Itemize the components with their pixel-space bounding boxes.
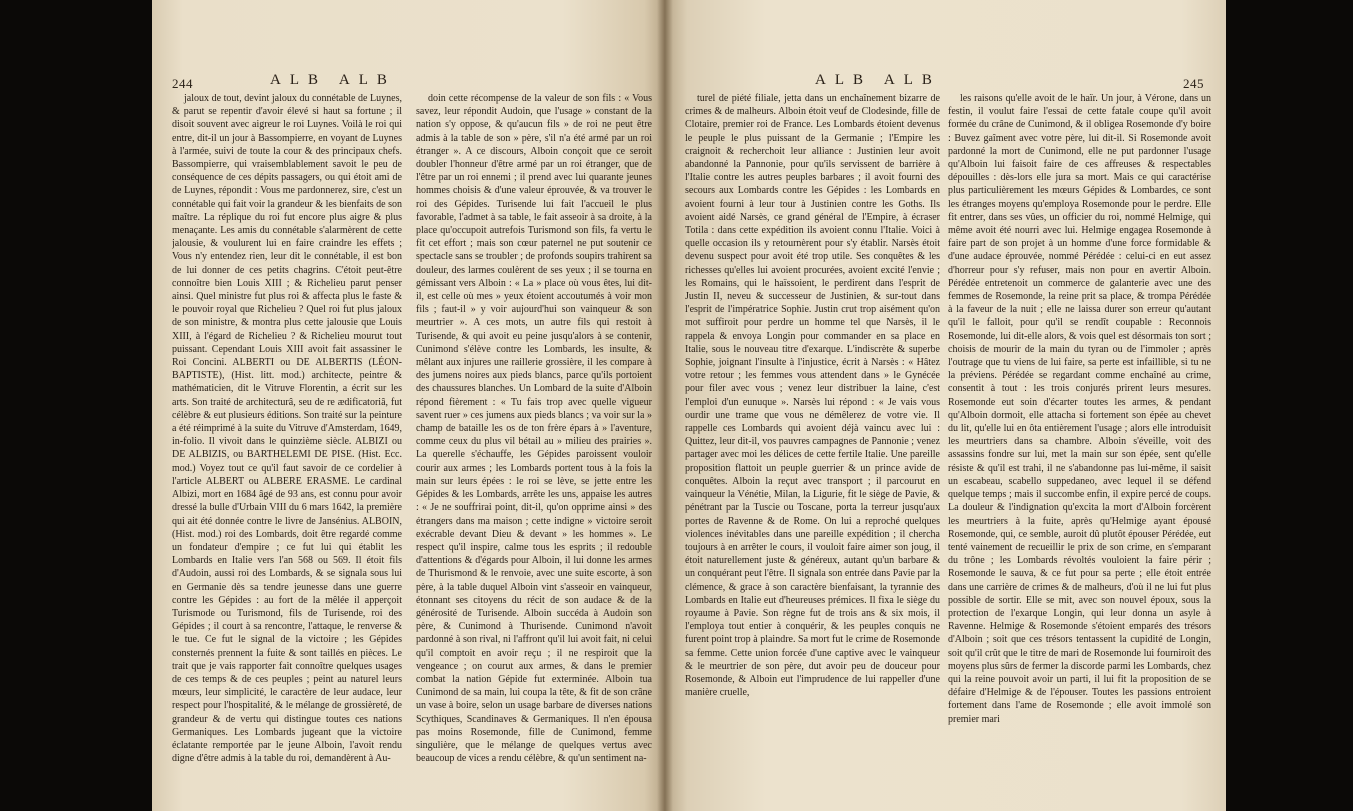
left-column-1-text: jaloux de tout, devint jaloux du connétable de Luynes, & parut se repentir d'avoir élevé si haut sa fortune ; il disoit souvent avec aigreur le roi Luynes. Voilà le roi qui entre, dit-il un jour à Bassompierre, en voyant de Luynes à l'armée, suivi de toute la cour & des principaux chefs. Bassompierre, qui vraisemblablement savoit le peu de conséquence de ces dépits passagers, ou qui étoit ami de de Luynes, répondit : Vous me pardonnerez, sire, c'est un connétable qui fait voir la grandeur & les bienfaits de son maître. La réplique du roi fut encore plus aigre & plus menaçante. Les amis du connétable s'alarmèrent de cette jalousie, & voulurent lui en faire craindre les effets ; Vous n'y entendez rien, leur dit le connétable, il est bon de lui donner de ces petits chagrins. C'étoit peut-être connoître bien Louis XIII ; & Richelieu parut penser ainsi. Quel ministre fut plus roi & affecta plus le faste & le pouvoir royal que Richelieu ? Quel roi fut plus jaloux de son ministre, & montra plus cette jalousie que Louis XIII, à l'égard de Richelieu ? & Richelieu mourut tout puissant. Cependant Louis XIII avoit fait assassiner le Roi Concini. ALBERTI ou DE ALBERTIS (LÉON-BAPTISTE), (Hist. litt. mod.) architecte, peintre & mathématicien, dit le Vitruve Florentin, a écrit sur les arts. Son traité de architecturâ, seu de re ædificatoriâ, fut célèbre & eut plusieurs éditions. Son traité sur la peinture a été réimprimé à la suite du Vitruve d'Amsterdam, 1649, in-folio. Il vivoit dans le quinzième siècle. ALBIZI ou DE ALBIZIS, ou BARTHELEMI DE PISE. (Hist. Ecc. mod.) Voyez tout ce qu'il faut savoir de ce cordelier à l'article ALBERT ou ALBERE ERASME. Le cardinal Albizi, mort en 1684 âgé de 93 ans, est connu pour avoir dressé la bulle d'Urbain VIII du 6 mars 1642, la première qui ait été donnée contre le livre de Jansénius. ALBOIN, (Hist. mod.) roi des Lombards, doit être regardé comme un fondateur d'empire ; ce fut lui qui établit les Lombards en Italie vers l'an 568 ou 569. Il étoit fils d'Audoin, aussi roi des Lombards, & se signala sous lui en Germanie dès sa tendre jeunesse dans une guerre contre les Gépides : au fort de la mêlée il apperçoit Turismode ou Turismond, fils de Turisende, roi des Gépides ; il court à sa rencontre, l'attaque, le renverse & le tue. Ce fut le signal de la victoire ; les Gépides consternés prennent la fuite & sont taillés en pièces. Le trait que je vais rapporter fait connoître quelques usages de ces temps & de ces peuples ; peint au naturel leurs mœurs, leur simplicité, le caractère de leur audace, leur respect pour l'hospitalité, & le mélange de grossièreté, de grandeur & de vertu qui distingue toutes ces nations Germaniques. Les Lombards jugeant que la victoire éclatante remportée par le jeune Alboin, l'avoit rendu digne d'être admis à la table du roi, demandèrent à Au- bbox=[172, 93, 402, 765]
page-number-right: 245 bbox=[1183, 76, 1204, 91]
book-gutter bbox=[657, 0, 673, 811]
left-column-1 bbox=[172, 92, 402, 782]
running-head-left: ALB ALB bbox=[270, 72, 396, 88]
right-column-2 bbox=[948, 92, 1211, 782]
running-head-right: ALB ALB bbox=[815, 72, 941, 88]
left-page bbox=[152, 0, 665, 811]
right-column-1-text: turel de piété filiale, jetta dans un enchaînement bizarre de crimes & de malheurs. Alboin étoit veuf de Clodesinde, fille de Clotaire, premier roi de France. Les Lombards étoient devenus le peuple le plus puissant de la Germanie ; l'Empire les craignoit & recherchoit leur alliance : Justinien leur avoit abandonné la Pannonie, pour qu'ils servissent de barrière à l'Italie contre les autres peuples barbares ; il avoit fourni des secours aux Lombards contre les Gépides : les Lombards en avoient fourni à leur tour à Justinien contre les Goths. Ils avoient aidé Narsès, ce grand général de l'Empire, à écraser Totila : dans cette expédition ils avoient connu l'Italie. Voici à quelle occasion ils y retournèrent pour s'y établir. Narsès étoit devenu suspect pour avoit été trop utile. Ses conquêtes & les richesses qu'elles lui avoient procurées, avoient excité l'envie ; les Romains, qui le haïssoient, le perdirent dans l'esprit de Justin II, neveu & successeur de Justinien, & sur-tout dans l'esprit de l'impératrice Sophie. Justin crut trop aisément qu'on mot suffiroit pour perdre un homme tel que Narsès, il le rappela & envoya Longin pour commander en sa place en Italie, sous le nouveau titre d'exarque. L'indiscrète & superbe Sophie, joignant l'insulte à l'injustice, écrit à Narsès : « Hâtez votre retour ; les femmes vous attendent dans » le Gynécée pour filer avec vous ; venez leur distribuer la laine, c'est l'emploi d'un eunuque ». Narsès lui répond : « Je vais vous ourdir une trame que vous ne démêlerez de votre vie. Il rappelle ces Lombards qui avoient déjà vaincu avec lui : Quittez, leur dit-il, vos pauvres campagnes de Pannonie ; venez partager avec moi les délices de cette fertile Italie. Une pareille proposition flattoit un peuple guerrier & un prince avide de conquêtes. Alboin la reçut avec transport ; il parcourut en vainqueur la Vénétie, Milan, la Ligurie, fit le siège de Pavie, & pénétrant par la Tuscie ou Toscane, porta la terreur jusqu'aux portes de Ravenne & de Rome. On lui a reproché quelques violences inévitables dans une pareille expédition ; il chercha toujours à en arrêter le cours, il vouloit faire aimer son joug, il étoit naturellement juste & généreux, autant qu'un barbare & un conquérant peut l'être. Il signala son entrée dans Pavie par la clémence, & grace à son caractère bienfaisant, la tyrannie des Lombards en Italie eut d'heureuses prémices. Il fixa le siège du royaume à Pavie. Son règne fut de trois ans & six mois, il l'employa tout entier à conquérir, & les peuples conquis ne furent point trop à plaindre. Sa mort fut le crime de Rosemonde sa femme. Cette union forcée d'une captive avec le vainqueur & le meurtrier de son père, dut avoir peu de douceur pour Rosemonde, & Alboin eut l'imprudence de lui rappeller d'une manière cruelle, bbox=[685, 93, 940, 699]
left-column-2-text: doin cette récompense de la valeur de son fils : « Vous savez, leur répondit Audoin, que l'usage » constant de la nation s'y oppose, & qu'aucun fils » de roi ne peut être admis à la table de son » père, s'il n'a été armé par un roi étranger ». A ce discours, Alboin conçoit que ce seroit doubler l'honneur d'être armé par un roi étranger, que de l'être par un roi ennemi ; il prend avec lui quarante jeunes hommes choisis & d'une valeur éprouvée, & va trouver le roi des Gépides. Turisende lui fait l'accueil le plus favorable, l'admet à sa table, le fait asseoir à sa droite, à la place qu'occupoit autrefois Turismond son fils, fa vertu le fit cet effort ; mais son cœur paternel ne put soutenir ce spectacle sans se troubler ; de profonds soupirs trahirent sa douleur, des larmes coulèrent de ses yeux ; il se tourna en gémissant vers Alboin : « La » place où vous êtes, lui dit-il, est celle où mes » yeux étoient accoutumés à voir mon fils ; faut-il » y voir aujourd'hui son vainqueur & son meurtrier ». A ces mots, un autre fils qui restoit à Turisende, & qui avoit eu peine jusqu'alors à se contenir, Cunimond s'élève contre les Lombards, les insulte, & mêlant aux injures une raillerie grossière, il les compare à des jumens noires aux pieds blancs, parce qu'ils portoient des chaussures blanches. Un Lombard de la suite d'Alboin répond fièrement : « Tu fais trop avec quelle vigueur savent ruer » ces jumens aux pieds blancs ; va voir sur la » champ de bataille les os de ton frère épars à » l'aventure, comme ceux du plus vil bétail au » milieu des prairies ». La querelle s'échauffe, les Gépides paroissent vouloir courir aux armes ; les Lombards portent tous à la fois la main sur leurs épées : le roi se lève, se jette entre les Gépides & les Lombards, arrête les uns, appaise les autres : « Je ne souffrirai point, dit-il, qu'on opprime ainsi » des étrangers dans ma maison ; cette indigne » victoire seroit exécrable devant Dieu & devant » les hommes ». Le respect qu'il inspire, calme tous les esprits ; il redouble d'attentions & d'égards pour Alboin, il lui donne les armes de Thurismond & le renvoie, avec une suite escorte, à son père, à la table duquel Alboin vint s'asseoir en vainqueur, étonnant ses citoyens du récit de son audace & de la générosité de Turisende. Alboin succéda à Audoin son père, & Cunimond à Thurisende. Cunimond n'avoit pardonné à son rival, ni l'affront qu'il lui avoit fait, ni celui qu'il comptoit en avoir reçu ; il ne respiroit que la vengeance ; on courut aux armes, & dans le premier combat la nation Gépide fut exterminée. Alboin tua Cunimond de sa main, lui coupa la tête, & fit de son crâne un vase à boire, selon un usage barbare de diverses nations Scythiques, Scandinaves & Germaniques. Il n'en épousa pas moins Rosemonde, fille de Cunimond, femme singulière, que le mélange de quelques vertus avec beaucoup de vices a rendu célèbre, & qu'un sentiment na- bbox=[416, 93, 652, 765]
right-page bbox=[665, 0, 1226, 811]
left-column-2 bbox=[416, 92, 652, 782]
right-column-1 bbox=[685, 92, 940, 782]
right-column-2-text: les raisons qu'elle avoit de le haïr. Un jour, à Vérone, dans un festin, il voulut faire l'essai de cette fatale coupe qu'il avoit formée du crâne de Cunimond, & il obligea Rosemonde d'y boire : Buvez gaîment avec votre père, lui dit-il. Si Rosemonde avoit pardonné la mort de Cunimond, elle ne put pardonner l'usage qu'Alboin lui faisoit faire de ces affreuses & respectables dépouilles : dès-lors elle jura sa mort. Mais ce qui caractérise plus particulièrement les mœurs Gépides & Lombardes, ce sont les étranges moyens qu'employa Rosemonde pour le perdre. Elle fit entrer, dans ses vûes, un officier du roi, nommé Helmige, qui même avoit été nourri avec lui. Helmige engagea Rosemonde à faire part de son projet à un homme d'une force formidable & d'une audace éprouvée, nommé Pérédée : celui-ci en eut assez d'horreur pour s'y refuser, mais non pour en avertir Alboin. Pérédée entretenoit un commerce de galanterie avec une des femmes de Rosemonde, la reine prit sa place, & trompa Pérédée à la faveur de la nuit ; elle ne laissa durer son erreur qu'autant qu'il le falloit, pour qu'il se rendît coupable : Reconnois Rosemonde, lui dit-elle alors, & vois quel est désormais ton sort ; choisis de mourir de la main du tyran ou de l'immoler ; après l'outrage que tu viens de lui faire, sa perte est infaillible, si tu ne la préviens. Pérédée se regardant comme enchaîné au crime, consentit à tout : les trois conjurés prirent leurs mesures. Rosemonde eut soin d'écarter toutes les armes, & pendant qu'Alboin dormoit, elle attacha si fortement son épée au chevet du lit, qu'elle lui en ôta entièrement l'usage ; alors elle introduisit les meurtriers dans sa chambre. Alboin s'éveille, voit des assassins fondre sur lui, met la main sur son épée, sent qu'elle résiste & qu'il est trahi, il ne s'abandonne pas lui-même, il saisit un escabeau, scabello suppedaneo, avec lequel il se défend quelque temps ; mais il succombe enfin, il expire percé de coups. La douleur & l'indignation qu'excita la mort d'Alboin forcèrent les meurtriers à la fuite, après qu'Helmige ayant épousé Rosemonde, qui, ce semble, auroit dû plutôt épouser Pérédée, eut tenté vainement de recueillir le prix de son crime, en s'emparant du trône ; les Lombards révoltés vouloient la faire périr ; Rosemonde le sauva, & ce fut pour sa perte ; elle étoit entrée dans une carrière de crimes & de malheurs, d'où il ne lui fut plus possible de sortir. Elle se mit, avec son nouvel époux, sous la protection de l'exarque Longin, qui leur donna un asyle à Ravenne. Helmige & Rosemonde s'étoient emparés des trésors d'Alboin ; soit que ces trésors tentassent la cupidité de Longin, soit qu'il crût que le titre de mari de Rosemonde lui fourniroit des moyens plus sûrs de fermer la discorde parmi les Lombards, chez qui la reine pouvoit avoir un parti, il lui fit la proposition de se défaire d'Helmige & de l'épouser. Toutes les passions entroient fortement dans l'ame de Rosemonde ; elle avoit immolé son premier mari bbox=[948, 93, 1211, 725]
page-number-left: 244 bbox=[172, 76, 193, 91]
